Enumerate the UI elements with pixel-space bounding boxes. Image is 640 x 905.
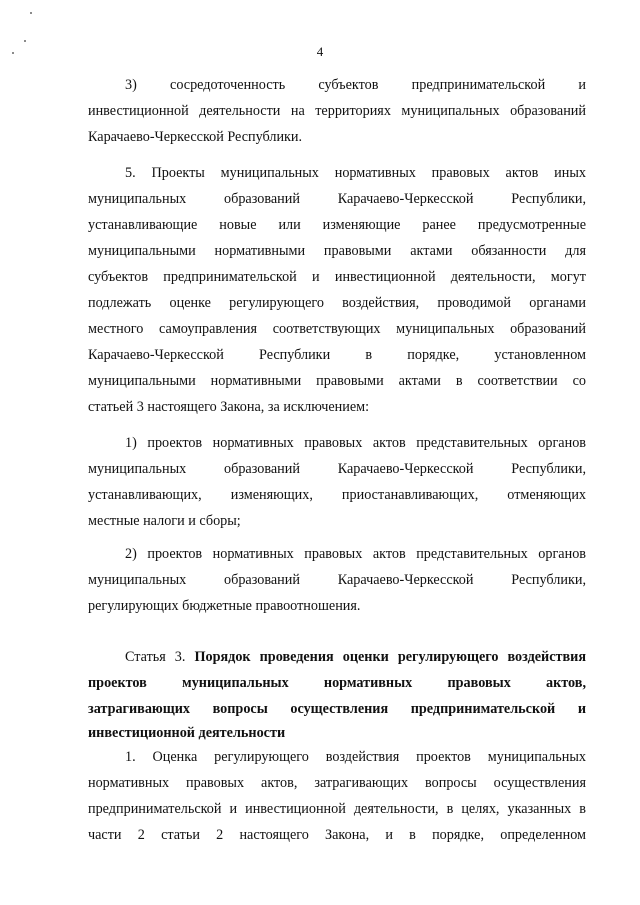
paragraph5-line-6: подлежать оценке регулирующего воздействия, проводимой органами <box>88 295 586 311</box>
paragraph5-line-1: 5. Проекты муниципальных нормативных правовых актов иных <box>125 165 586 181</box>
article3-heading-line-3: затрагивающих вопросы осуществления предпринимательской и <box>88 701 586 717</box>
exception1-line-4: местные налоги и сборы; <box>88 513 241 529</box>
article3-point1-line-1: 1. Оценка регулирующего воздействия проектов муниципальных <box>125 749 586 765</box>
paragraph5-line-10: статьей 3 настоящего Закона, за исключением: <box>88 399 370 415</box>
article3-point1-line-3: предпринимательской и инвестиционной деятельности, в целях, указанных в <box>88 801 586 817</box>
article3-heading-line-2: проектов муниципальных нормативных правовых актов, <box>88 675 586 691</box>
article3-heading-line-1 <box>125 648 586 666</box>
exception2-line-1: 2) проектов нормативных правовых актов представительных органов <box>125 546 586 562</box>
paragraph5-line-7: местного самоуправления соответствующих муниципальных образований <box>88 321 586 337</box>
paragraph5-line-3: устанавливающие новые или изменяющие ранее предусмотренные <box>88 217 586 233</box>
exception1-line-2: муниципальных образований Карачаево-Черкесской Республики, <box>88 461 586 477</box>
paragraph5-line-8: Карачаево-Черкесской Республики в порядке, установленном <box>88 347 586 363</box>
article3-heading-line-4: инвестиционной деятельности <box>88 725 286 741</box>
paragraph5-line-5: субъектов предпринимательской и инвестиционной деятельности, могут <box>88 269 586 285</box>
exception2-line-3: регулирующих бюджетные правоотношения. <box>88 598 361 614</box>
item3-line-3: Карачаево-Черкесской Республики. <box>88 129 303 145</box>
article3-title-part-1: Порядок проведения оценки регулирующего воздействия <box>194 649 586 665</box>
exception1-line-1: 1) проектов нормативных правовых актов представительных органов <box>125 435 586 451</box>
page-number: 4 <box>316 44 324 59</box>
article3-point1-line-2: нормативных правовых актов, затрагивающих вопросы осуществления <box>88 775 586 791</box>
exception2-line-2: муниципальных образований Карачаево-Черкесской Республики, <box>88 572 586 588</box>
paragraph5-line-9: муниципальными нормативными правовыми актами в соответствии со <box>88 373 586 389</box>
exception1-line-3: устанавливающих, изменяющих, приостанавливающих, отменяющих <box>88 487 586 503</box>
scan-speck <box>30 12 32 14</box>
article3-prefix: Статья 3. <box>125 649 195 665</box>
item3-line-1: 3) сосредоточенность субъектов предпринимательской и <box>125 77 586 93</box>
item3-line-2: инвестиционной деятельности на территориях муниципальных образований <box>88 103 586 119</box>
scan-speck <box>24 40 26 42</box>
paragraph5-line-4: муниципальными нормативными правовыми актами обязанности для <box>88 243 586 259</box>
paragraph5-line-2: муниципальных образований Карачаево-Черкесской Республики, <box>88 191 586 207</box>
article3-point1-line-4: части 2 статьи 2 настоящего Закона, и в порядке, определенном <box>88 827 586 843</box>
